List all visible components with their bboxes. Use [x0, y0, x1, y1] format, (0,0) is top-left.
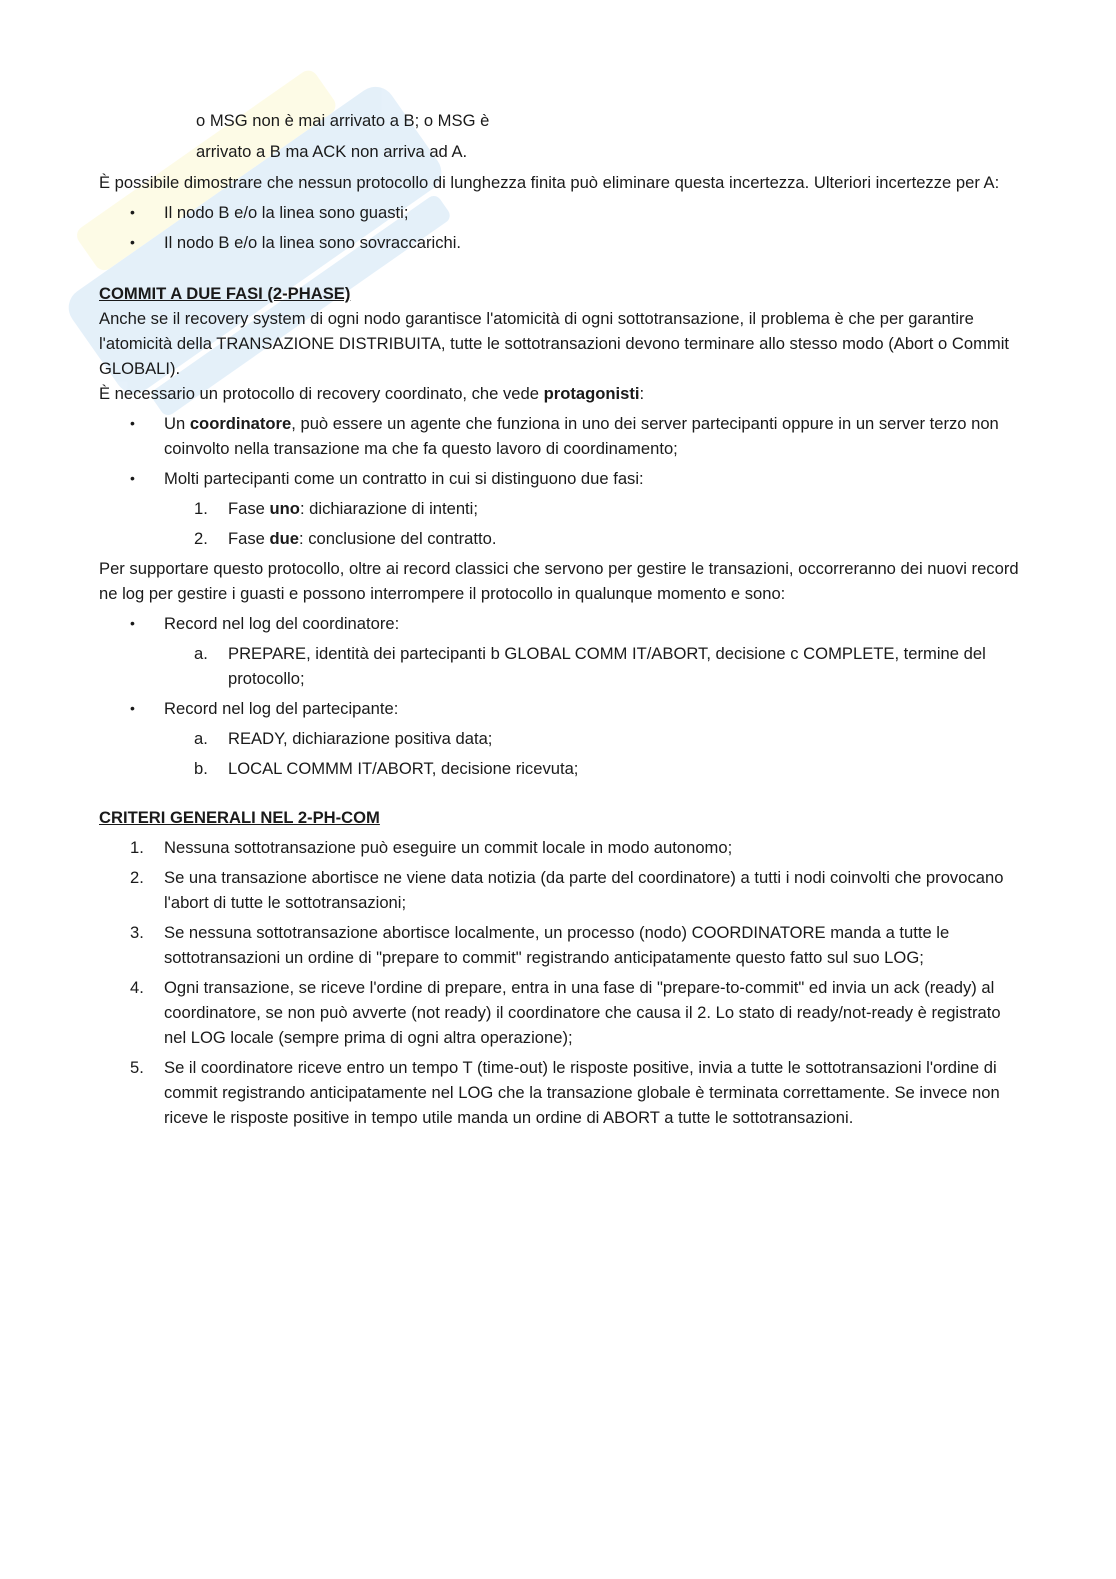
intro-line-2: arrivato a B ma ACK non arriva ad A.	[196, 142, 468, 161]
paragraph: È possibile dimostrare che nessun protocollo di lunghezza finita può eliminare questa incertezza. Ulteriori incertezze per A:	[99, 173, 1000, 192]
paragraph: Per supportare questo protocollo, oltre ai record classici che servono per gestire le transazioni, occorreranno dei nuovi record ne log per gestire i guasti e possono interrompere il protocollo in qualunque momento e sono:	[99, 559, 1019, 603]
list-item: 5. Se il coordinatore riceve entro un tempo T (time-out) le risposte positive, invia a tutte le sottotransazioni l'ordine di commit registrando anticipatamente nel LOG che la transazione globale è terminata correttamente. Se invece non riceve le risposte positive in tempo utile manda un ordine di ABORT a tutte le sottotransazioni.	[130, 1058, 1000, 1127]
list-item: • Un coordinatore, può essere un agente che funziona in uno dei server partecipanti oppure in un server terzo non coinvolto nella transazione ma che fa questo lavoro di coordinamento;	[99, 411, 1019, 461]
phase-list	[99, 496, 1019, 551]
criteria-list	[99, 835, 1019, 1130]
list-item: b. LOCAL COMMM IT/ABORT, decisione ricevuta;	[194, 759, 579, 778]
bullet-marker: •	[130, 700, 135, 716]
bullet-list	[99, 411, 1019, 491]
section-heading: COMMIT A DUE FASI (2-PHASE)	[99, 284, 351, 303]
bullet-marker: •	[130, 204, 135, 220]
list-item: • Record nel log del partecipante:	[99, 696, 1019, 721]
list-item: 2. Se una transazione abortisce ne viene data notizia (da parte del coordinatore) a tutti i nodi coinvolti che provocano l'abort di tutte le sottotransazioni;	[130, 868, 1004, 912]
section-heading: CRITERI GENERALI NEL 2-PH-COM	[99, 808, 380, 827]
list-item: 2. Fase due: conclusione del contratto.	[194, 529, 497, 548]
intro-line-1: o MSG non è mai arrivato a B; o MSG è	[196, 111, 490, 130]
bullet-list	[99, 696, 1019, 721]
list-item: 1. Nessuna sottotransazione può eseguire un commit locale in modo autonomo;	[130, 838, 733, 857]
bullet-list	[99, 611, 1019, 636]
list-item: • Record nel log del coordinatore:	[99, 611, 1019, 636]
bullet-marker: •	[130, 234, 135, 250]
bullet-marker: •	[130, 415, 135, 431]
document-body	[99, 108, 1019, 1135]
circle-marker: o	[423, 111, 434, 130]
sub-list	[99, 726, 1019, 781]
list-item: a. PREPARE, identità dei partecipanti b GLOBAL COMM IT/ABORT, decisione c COMPLETE, termine del protocollo;	[194, 644, 986, 688]
paragraph: Anche se il recovery system di ogni nodo garantisce l'atomicità di ogni sottotransazione, il problema è che per garantire l'atomicità della TRANSAZIONE DISTRIBUITA, tutte le sottotransazioni devono terminare allo stesso modo (Abort o Commit GLOBALI).	[99, 309, 1010, 378]
list-item: 1. Fase uno: dichiarazione di intenti;	[194, 499, 478, 518]
list-item: • Il nodo B e/o la linea sono sovraccarichi.	[99, 230, 1019, 255]
list-item: 3. Se nessuna sottotransazione abortisce localmente, un processo (nodo) COORDINATORE manda a tutte le sottotransazioni un ordine di "prepare to commit" registrando anticipatamente questo fatto sul suo LOG;	[130, 923, 950, 967]
circle-marker: o	[196, 111, 206, 130]
list-item: • Molti partecipanti come un contratto in cui si distinguono due fasi:	[99, 466, 1019, 491]
list-item: • Il nodo B e/o la linea sono guasti;	[99, 200, 1019, 225]
bullet-marker: •	[130, 615, 135, 631]
list-item: 4. Ogni transazione, se riceve l'ordine di prepare, entra in una fase di "prepare-to-commit" ed invia un ack (ready) al coordinatore, se non può avverte (not ready) il coordinatore che causa il 2. Lo stato di ready/not-ready è registrato nel LOG locale (sempre prima di ogni altra operazione);	[130, 978, 1001, 1047]
bullet-marker: •	[130, 470, 135, 486]
list-item: a. READY, dichiarazione positiva data;	[194, 729, 493, 748]
sub-list	[99, 641, 1019, 691]
paragraph: È necessario un protocollo di recovery coordinato, che vede protagonisti:	[99, 384, 645, 403]
bullet-list	[99, 200, 1019, 255]
